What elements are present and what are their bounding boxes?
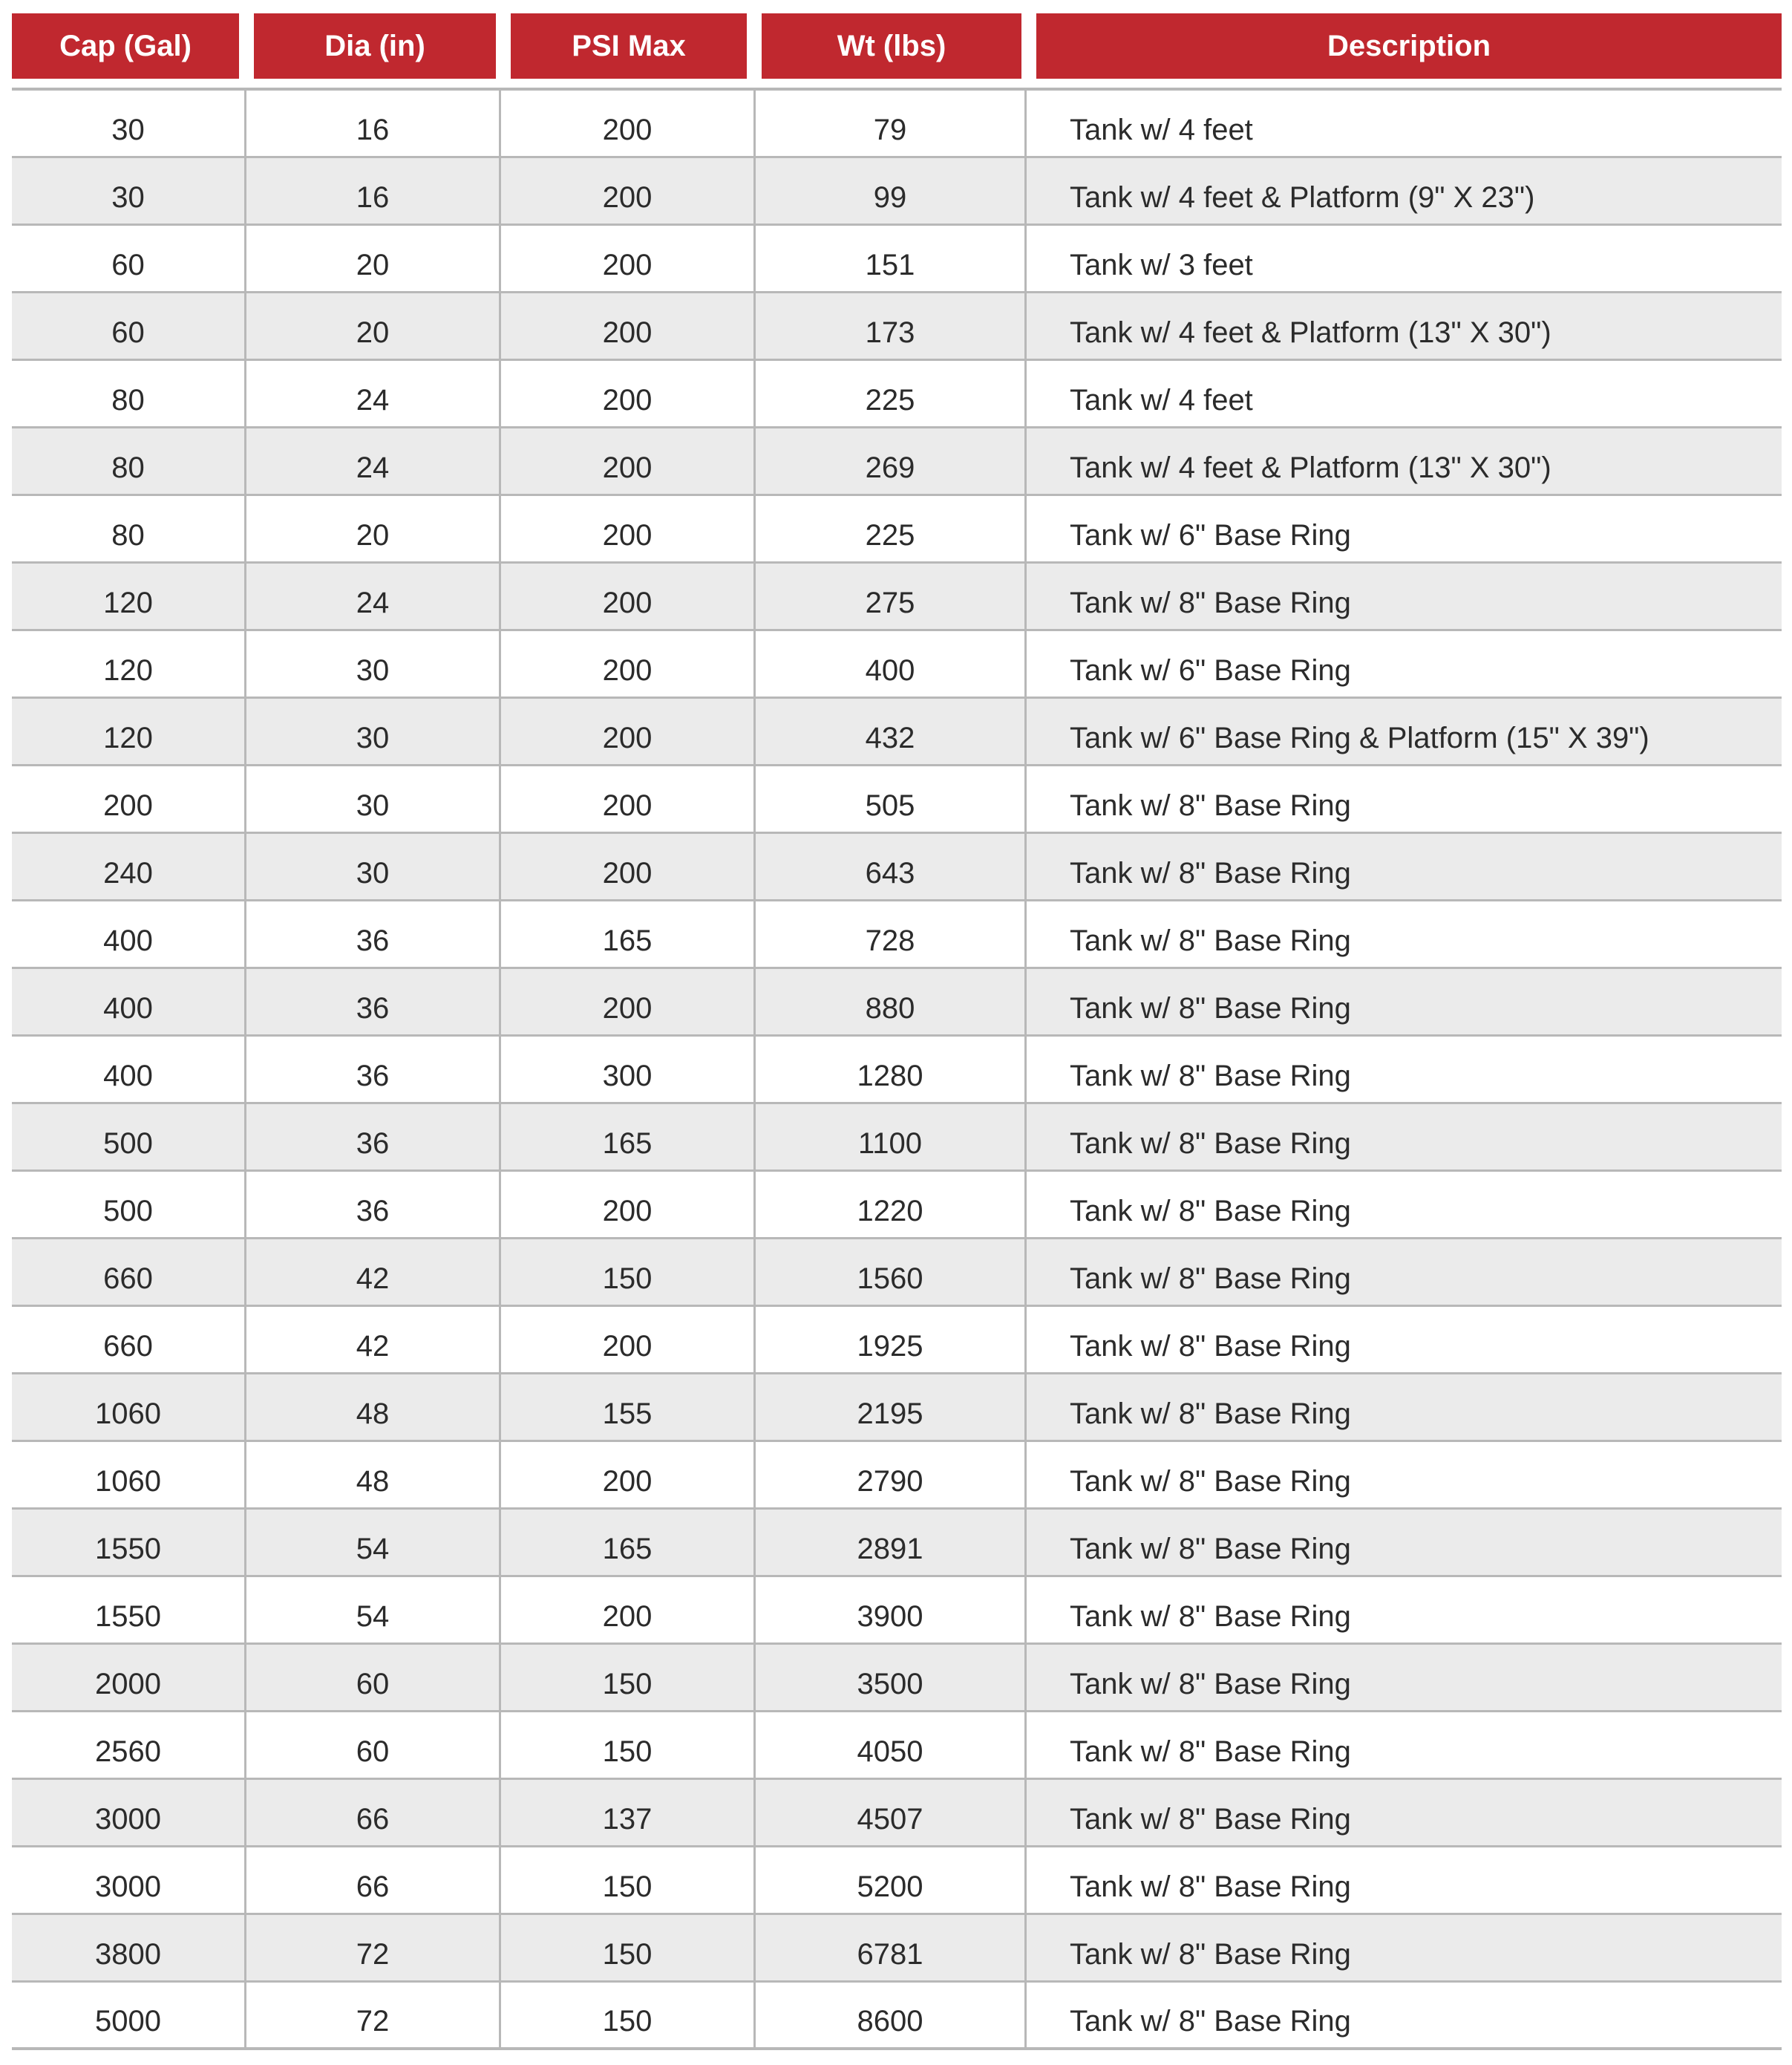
cell-weight: 1220 [756, 1172, 1027, 1237]
cell-description: Tank w/ 8" Base Ring [1070, 924, 1351, 957]
table-row [12, 1577, 1782, 1645]
cell-description: Tank w/ 4 feet & Platform (13" X 30") [1070, 316, 1551, 349]
cell-diameter: 42 [246, 1307, 501, 1372]
cell-diameter: 54 [246, 1577, 501, 1642]
cell-description: Tank w/ 6" Base Ring [1070, 653, 1351, 687]
cell-description: Tank w/ 4 feet & Platform (13" X 30") [1070, 451, 1551, 484]
cell-description: Tank w/ 4 feet [1070, 113, 1253, 146]
cell-psi-max: 165 [501, 901, 756, 967]
cell-description: Tank w/ 8" Base Ring [1070, 1059, 1351, 1092]
cell-weight: 269 [756, 428, 1027, 494]
table-row [12, 1037, 1782, 1104]
cell-weight: 880 [756, 969, 1027, 1034]
cell-weight: 2891 [756, 1510, 1027, 1575]
cell-psi-max: 200 [501, 361, 756, 426]
cell-capacity: 200 [12, 766, 246, 832]
cell-diameter: 20 [246, 226, 501, 291]
table-row [12, 969, 1782, 1037]
cell-capacity: 500 [12, 1172, 246, 1237]
cell-diameter: 24 [246, 564, 501, 629]
cell-weight: 275 [756, 564, 1027, 629]
table-row [12, 1915, 1782, 1983]
cell-weight: 79 [756, 91, 1027, 156]
cell-diameter: 16 [246, 158, 501, 224]
cell-description: Tank w/ 8" Base Ring [1070, 856, 1351, 890]
cell-capacity: 60 [12, 226, 246, 291]
cell-weight: 151 [756, 226, 1027, 291]
cell-capacity: 120 [12, 699, 246, 764]
cell-description: Tank w/ 4 feet [1070, 383, 1253, 417]
cell-capacity: 120 [12, 564, 246, 629]
cell-psi-max: 150 [501, 1712, 756, 1778]
cell-description: Tank w/ 6" Base Ring [1070, 518, 1351, 552]
cell-psi-max: 150 [501, 1847, 756, 1913]
cell-diameter: 20 [246, 293, 501, 359]
cell-diameter: 30 [246, 631, 501, 697]
table-row [12, 834, 1782, 901]
table-row [12, 1442, 1782, 1510]
cell-psi-max: 150 [501, 1239, 756, 1305]
cell-capacity: 400 [12, 901, 246, 967]
cell-description: Tank w/ 8" Base Ring [1070, 1464, 1351, 1498]
cell-diameter: 72 [246, 1983, 501, 2047]
cell-description: Tank w/ 8" Base Ring [1070, 1937, 1351, 1971]
cell-diameter: 36 [246, 1104, 501, 1169]
cell-diameter: 54 [246, 1510, 501, 1575]
table-row [12, 1712, 1782, 1780]
cell-diameter: 30 [246, 834, 501, 899]
cell-diameter: 42 [246, 1239, 501, 1305]
column-header-capacity[interactable]: Cap (Gal) [12, 13, 239, 79]
column-header-description[interactable]: Description [1036, 13, 1782, 79]
cell-description: Tank w/ 8" Base Ring [1070, 1194, 1351, 1227]
table-row [12, 631, 1782, 699]
cell-diameter: 60 [246, 1645, 501, 1710]
cell-diameter: 60 [246, 1712, 501, 1778]
table-row [12, 1983, 1782, 2050]
table-row [12, 564, 1782, 631]
cell-weight: 99 [756, 158, 1027, 224]
cell-diameter: 48 [246, 1442, 501, 1507]
cell-psi-max: 165 [501, 1104, 756, 1169]
cell-diameter: 66 [246, 1847, 501, 1913]
cell-psi-max: 200 [501, 1442, 756, 1507]
table-row [12, 699, 1782, 766]
cell-diameter: 72 [246, 1915, 501, 1980]
cell-description: Tank w/ 8" Base Ring [1070, 1329, 1351, 1363]
cell-weight: 6781 [756, 1915, 1027, 1980]
cell-diameter: 36 [246, 969, 501, 1034]
cell-diameter: 24 [246, 361, 501, 426]
cell-description: Tank w/ 3 feet [1070, 248, 1253, 281]
column-header-diameter[interactable]: Dia (in) [254, 13, 496, 79]
cell-description: Tank w/ 8" Base Ring [1070, 1397, 1351, 1430]
cell-psi-max: 300 [501, 1037, 756, 1102]
cell-diameter: 30 [246, 766, 501, 832]
cell-description: Tank w/ 8" Base Ring [1070, 1126, 1351, 1160]
cell-weight: 505 [756, 766, 1027, 832]
cell-description: Tank w/ 4 feet & Platform (9" X 23") [1070, 180, 1535, 214]
table-row [12, 1780, 1782, 1847]
cell-psi-max: 155 [501, 1374, 756, 1440]
cell-weight: 728 [756, 901, 1027, 967]
cell-description: Tank w/ 8" Base Ring [1070, 991, 1351, 1025]
cell-psi-max: 200 [501, 496, 756, 561]
cell-weight: 3500 [756, 1645, 1027, 1710]
cell-description: Tank w/ 8" Base Ring [1070, 1532, 1351, 1565]
cell-capacity: 5000 [12, 1983, 246, 2047]
cell-diameter: 66 [246, 1780, 501, 1845]
cell-capacity: 400 [12, 969, 246, 1034]
cell-diameter: 20 [246, 496, 501, 561]
cell-description: Tank w/ 6" Base Ring & Platform (15" X 39") [1070, 721, 1649, 754]
cell-description: Tank w/ 8" Base Ring [1070, 2005, 1351, 2038]
cell-capacity: 1060 [12, 1374, 246, 1440]
cell-psi-max: 200 [501, 428, 756, 494]
cell-capacity: 1550 [12, 1510, 246, 1575]
cell-capacity: 3800 [12, 1915, 246, 1980]
cell-psi-max: 200 [501, 631, 756, 697]
table-row [12, 1239, 1782, 1307]
cell-psi-max: 200 [501, 1307, 756, 1372]
cell-weight: 225 [756, 496, 1027, 561]
cell-weight: 1925 [756, 1307, 1027, 1372]
cell-weight: 432 [756, 699, 1027, 764]
cell-capacity: 2000 [12, 1645, 246, 1710]
cell-capacity: 660 [12, 1239, 246, 1305]
table-row [12, 428, 1782, 496]
cell-capacity: 60 [12, 293, 246, 359]
table-row [12, 1307, 1782, 1374]
cell-capacity: 80 [12, 361, 246, 426]
cell-weight: 4507 [756, 1780, 1027, 1845]
cell-weight: 173 [756, 293, 1027, 359]
cell-psi-max: 200 [501, 1577, 756, 1642]
cell-capacity: 1060 [12, 1442, 246, 1507]
table-row [12, 158, 1782, 226]
cell-weight: 225 [756, 361, 1027, 426]
cell-diameter: 30 [246, 699, 501, 764]
cell-description: Tank w/ 8" Base Ring [1070, 1735, 1351, 1768]
cell-description: Tank w/ 8" Base Ring [1070, 1667, 1351, 1700]
cell-capacity: 660 [12, 1307, 246, 1372]
tank-spec-table [12, 88, 1782, 2050]
table-row [12, 1374, 1782, 1442]
cell-description: Tank w/ 8" Base Ring [1070, 1870, 1351, 1903]
cell-psi-max: 150 [501, 1983, 756, 2047]
cell-weight: 5200 [756, 1847, 1027, 1913]
cell-psi-max: 200 [501, 969, 756, 1034]
table-row [12, 226, 1782, 293]
table-row [12, 901, 1782, 969]
cell-weight: 643 [756, 834, 1027, 899]
cell-psi-max: 200 [501, 226, 756, 291]
cell-psi-max: 200 [501, 699, 756, 764]
cell-description: Tank w/ 8" Base Ring [1070, 789, 1351, 822]
table-row [12, 496, 1782, 564]
table-row [12, 1645, 1782, 1712]
cell-weight: 3900 [756, 1577, 1027, 1642]
cell-psi-max: 137 [501, 1780, 756, 1845]
cell-weight: 4050 [756, 1712, 1027, 1778]
cell-description: Tank w/ 8" Base Ring [1070, 586, 1351, 619]
cell-capacity: 240 [12, 834, 246, 899]
cell-psi-max: 165 [501, 1510, 756, 1575]
cell-weight: 2790 [756, 1442, 1027, 1507]
cell-weight: 1560 [756, 1239, 1027, 1305]
column-header-weight[interactable]: Wt (lbs) [762, 13, 1021, 79]
cell-weight: 8600 [756, 1983, 1027, 2047]
cell-capacity: 80 [12, 428, 246, 494]
cell-capacity: 400 [12, 1037, 246, 1102]
cell-weight: 1280 [756, 1037, 1027, 1102]
table-row [12, 766, 1782, 834]
table-row [12, 293, 1782, 361]
table-row [12, 1104, 1782, 1172]
cell-weight: 400 [756, 631, 1027, 697]
cell-diameter: 36 [246, 901, 501, 967]
cell-psi-max: 150 [501, 1915, 756, 1980]
cell-psi-max: 200 [501, 293, 756, 359]
cell-diameter: 36 [246, 1172, 501, 1237]
cell-psi-max: 200 [501, 158, 756, 224]
cell-capacity: 80 [12, 496, 246, 561]
cell-weight: 1100 [756, 1104, 1027, 1169]
cell-weight: 2195 [756, 1374, 1027, 1440]
column-header-psi-max[interactable]: PSI Max [511, 13, 747, 79]
cell-capacity: 2560 [12, 1712, 246, 1778]
cell-capacity: 500 [12, 1104, 246, 1169]
cell-capacity: 30 [12, 158, 246, 224]
cell-psi-max: 200 [501, 834, 756, 899]
cell-description: Tank w/ 8" Base Ring [1070, 1599, 1351, 1633]
cell-diameter: 16 [246, 91, 501, 156]
table-row [12, 91, 1782, 158]
cell-psi-max: 200 [501, 91, 756, 156]
cell-diameter: 36 [246, 1037, 501, 1102]
cell-psi-max: 200 [501, 1172, 756, 1237]
cell-psi-max: 200 [501, 766, 756, 832]
table-row [12, 1847, 1782, 1915]
table-row [12, 1172, 1782, 1239]
cell-diameter: 24 [246, 428, 501, 494]
table-row [12, 1510, 1782, 1577]
cell-capacity: 3000 [12, 1847, 246, 1913]
table-row [12, 361, 1782, 428]
cell-capacity: 30 [12, 91, 246, 156]
cell-psi-max: 150 [501, 1645, 756, 1710]
cell-diameter: 48 [246, 1374, 501, 1440]
cell-capacity: 3000 [12, 1780, 246, 1845]
cell-capacity: 120 [12, 631, 246, 697]
cell-description: Tank w/ 8" Base Ring [1070, 1262, 1351, 1295]
cell-description: Tank w/ 8" Base Ring [1070, 1802, 1351, 1836]
cell-psi-max: 200 [501, 564, 756, 629]
cell-capacity: 1550 [12, 1577, 246, 1642]
